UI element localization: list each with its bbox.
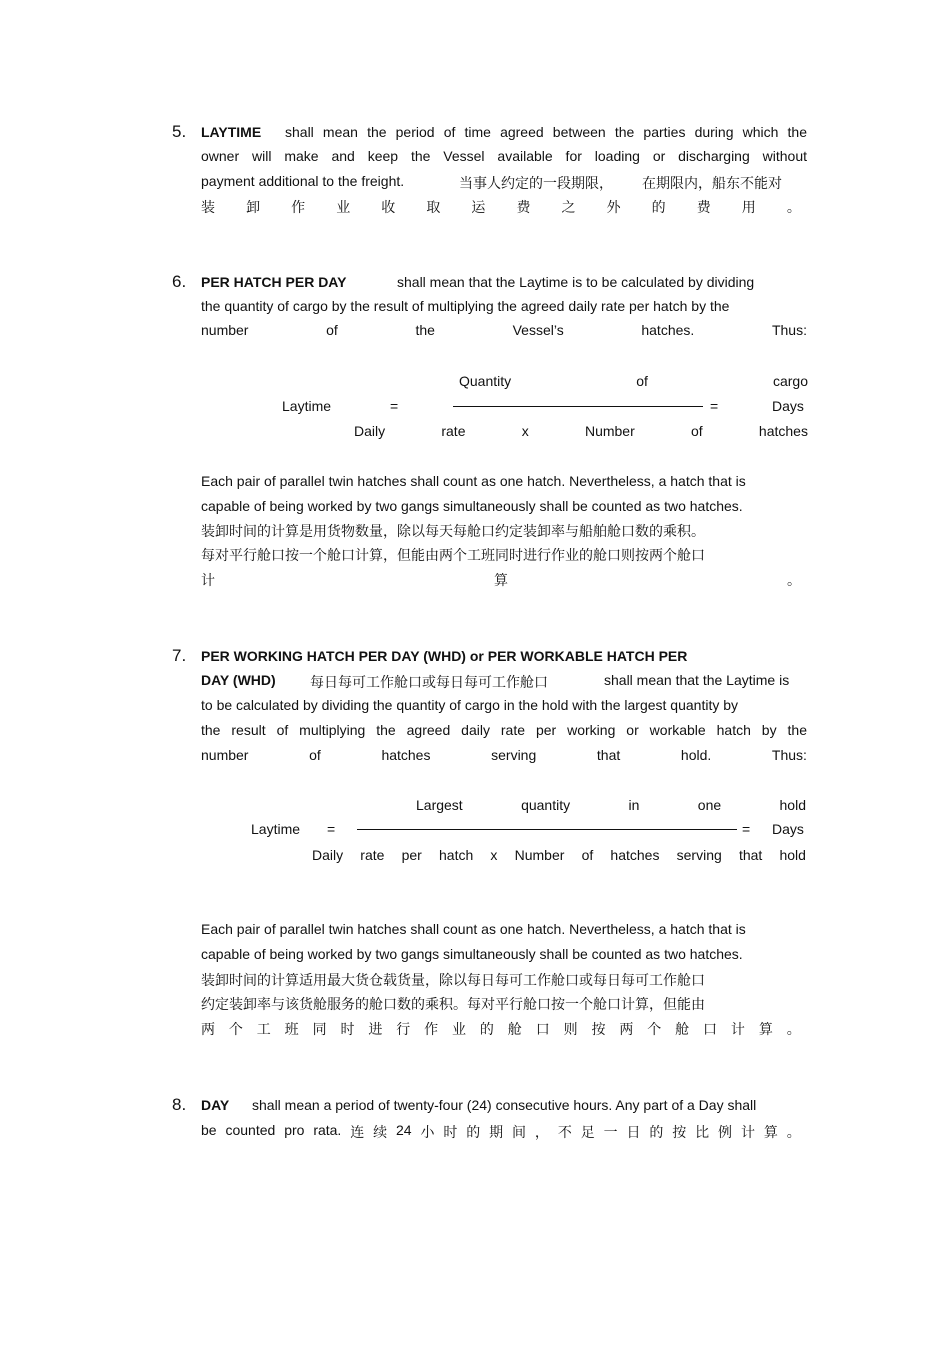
word: of bbox=[326, 322, 338, 338]
section-6-line-1-text: shall mean that the Laytime is to be calculated by dividing bbox=[397, 274, 755, 290]
word: hatches. bbox=[641, 322, 695, 338]
word: of bbox=[581, 847, 594, 863]
token: 的 bbox=[649, 1124, 664, 1140]
section-6-line-3 bbox=[201, 322, 807, 338]
token: 不 bbox=[557, 1124, 572, 1140]
section-8-term: DAY bbox=[201, 1097, 230, 1113]
token: 时 bbox=[443, 1124, 458, 1140]
zh-char: 按 bbox=[591, 1021, 606, 1037]
formula-6-equals-1: = bbox=[390, 398, 399, 414]
formula-7-equals-2: = bbox=[742, 821, 751, 837]
zh-char: 。 bbox=[787, 572, 801, 588]
zh-char: 进 bbox=[368, 1021, 383, 1037]
zh-char: 个 bbox=[228, 1021, 243, 1037]
section-6-number: 6. bbox=[172, 272, 187, 291]
word: hatches bbox=[381, 747, 431, 763]
formula-7-numerator bbox=[416, 797, 806, 813]
formula-7-fraction-line bbox=[357, 829, 737, 830]
section-8-line-1-text: shall mean a period of twenty-four (24) consecutive hours. Any part of a Day shall bbox=[252, 1097, 757, 1113]
zh-char: 舱 bbox=[507, 1021, 522, 1037]
word: the bbox=[415, 322, 435, 338]
zh-char: 收 bbox=[381, 199, 396, 215]
word: hold bbox=[779, 797, 806, 813]
zh-char: 装 bbox=[201, 199, 215, 215]
zh-char: 舱 bbox=[675, 1021, 690, 1037]
zh-char: 同 bbox=[312, 1021, 327, 1037]
word: in bbox=[628, 797, 640, 813]
section-7-line-2-text: shall mean that the Laytime is bbox=[604, 672, 790, 688]
section-7-title-zh: 每日每可工作舱口或每日每可工作舱口 bbox=[310, 674, 548, 690]
formula-7-lhs: Laytime bbox=[251, 821, 301, 837]
zh-char: 的 bbox=[479, 1021, 494, 1037]
word: Number bbox=[584, 423, 635, 439]
word: per bbox=[401, 847, 422, 863]
word: Thus: bbox=[771, 747, 807, 763]
zh-char: 个 bbox=[647, 1021, 662, 1037]
zh-char: 算 bbox=[494, 572, 508, 588]
zh-char: 两 bbox=[619, 1021, 634, 1037]
section-7-number: 7. bbox=[172, 646, 187, 665]
section-7-title-2: DAY (WHD) bbox=[201, 672, 276, 688]
token: 例 bbox=[718, 1124, 733, 1140]
word: rate bbox=[360, 847, 385, 863]
word: Largest bbox=[416, 797, 463, 813]
zh-char: 外 bbox=[606, 199, 621, 215]
section-8-line-2 bbox=[201, 1122, 801, 1142]
formula-6-result: Days bbox=[772, 398, 804, 414]
word: Thus: bbox=[771, 322, 807, 338]
token: counted bbox=[225, 1122, 276, 1138]
section-7-para-zh-1: 装卸时间的计算适用最大货仓载货量，除以每日每可工作舱口或每日每可工作舱口 bbox=[201, 972, 705, 988]
formula-6-denominator bbox=[354, 423, 808, 439]
word: Number bbox=[514, 847, 565, 863]
token: 一 bbox=[603, 1124, 618, 1140]
token: 小 bbox=[420, 1124, 435, 1140]
zh-char: 算 bbox=[758, 1021, 773, 1037]
word: serving bbox=[676, 847, 722, 863]
word: number bbox=[201, 747, 249, 763]
formula-6-equals-2: = bbox=[710, 398, 719, 414]
section-5-term: LAYTIME bbox=[201, 124, 262, 140]
section-7-para-en-1: Each pair of parallel twin hatches shall count as one hatch. Nevertheless, a hatch that is bbox=[201, 921, 746, 937]
section-6-line-2: the quantity of cargo by the result of multiplying the agreed daily rate per hatch by the bbox=[201, 298, 730, 314]
token: 足 bbox=[580, 1124, 595, 1140]
zh-char: 费 bbox=[516, 199, 531, 215]
zh-char: 班 bbox=[284, 1021, 299, 1037]
word: number bbox=[201, 322, 249, 338]
word: that bbox=[596, 747, 621, 763]
section-6-para-zh-3 bbox=[201, 570, 801, 590]
zh-char: 则 bbox=[563, 1021, 578, 1037]
zh-char: 运 bbox=[471, 199, 486, 215]
formula-7-result: Days bbox=[772, 821, 804, 837]
token: 算 bbox=[763, 1124, 778, 1140]
word: x bbox=[490, 847, 498, 863]
formula-6-fraction-line bbox=[453, 406, 703, 407]
word: of bbox=[309, 747, 321, 763]
section-5-number: 5. bbox=[172, 122, 187, 141]
token: 连 bbox=[350, 1124, 365, 1140]
section-7-para-en-2: capable of being worked by two gangs simultaneously shall be counted as two hatches. bbox=[201, 946, 743, 962]
zh-char: 卸 bbox=[246, 199, 261, 215]
zh-char: 两 bbox=[201, 1021, 215, 1037]
formula-6-lhs: Laytime bbox=[282, 398, 332, 414]
token: 的 bbox=[466, 1124, 481, 1140]
word: hatches bbox=[610, 847, 660, 863]
section-5-line-3-zh-a: 当事人约定的一段期限， bbox=[459, 175, 613, 191]
word: Vessel’s bbox=[512, 322, 564, 338]
zh-char: 口 bbox=[703, 1021, 718, 1037]
token: pro bbox=[284, 1122, 305, 1138]
section-7-line-4: the result of multiplying the agreed daily rate per working or workable hatch by the bbox=[201, 722, 807, 738]
word: of bbox=[636, 373, 648, 389]
token: 按 bbox=[672, 1124, 687, 1140]
section-7-title-1: PER WORKING HATCH PER DAY (WHD) or PER WORKABLE HATCH PER bbox=[201, 648, 688, 664]
token: rata. bbox=[313, 1122, 342, 1138]
word: Daily bbox=[354, 423, 386, 439]
formula-6-numerator bbox=[459, 373, 808, 389]
token: 日 bbox=[626, 1124, 641, 1140]
word: serving bbox=[491, 747, 537, 763]
zh-char: 行 bbox=[396, 1021, 411, 1037]
zh-char: 业 bbox=[452, 1021, 467, 1037]
token: 。 bbox=[786, 1124, 801, 1140]
section-5-line-3-en: payment additional to the freight. bbox=[201, 173, 405, 189]
section-7-para-zh-3 bbox=[201, 1019, 801, 1039]
word: x bbox=[521, 423, 529, 439]
zh-char: 计 bbox=[201, 572, 215, 588]
section-8-number: 8. bbox=[172, 1095, 187, 1114]
section-6-line-1 bbox=[201, 274, 807, 290]
section-7-line-5 bbox=[201, 747, 807, 763]
word: hatch bbox=[439, 847, 474, 863]
zh-char: 取 bbox=[426, 199, 441, 215]
zh-char: 工 bbox=[256, 1021, 271, 1037]
section-5-line-1 bbox=[201, 124, 807, 140]
section-7-line-3: to be calculated by dividing the quantity of cargo in the hold with the largest quantity by bbox=[201, 697, 739, 713]
section-5-line-3-zh-b: 在期限内，船东不能对 bbox=[642, 175, 782, 191]
word: that bbox=[738, 847, 763, 863]
token: 期 bbox=[489, 1124, 504, 1140]
zh-char: 费 bbox=[696, 199, 711, 215]
token: 24 bbox=[396, 1122, 412, 1138]
word: Quantity bbox=[459, 373, 512, 389]
token: 续 bbox=[373, 1124, 388, 1140]
zh-char: 。 bbox=[786, 1021, 801, 1037]
word: rate bbox=[441, 423, 466, 439]
token: 间 bbox=[512, 1124, 527, 1140]
token: 比 bbox=[695, 1124, 710, 1140]
word: hatches bbox=[758, 423, 808, 439]
zh-char: 时 bbox=[340, 1021, 355, 1037]
token: ， bbox=[534, 1124, 549, 1140]
word: hold. bbox=[680, 747, 712, 763]
zh-char: 口 bbox=[535, 1021, 550, 1037]
zh-char: 之 bbox=[561, 199, 576, 215]
word: of bbox=[690, 423, 703, 439]
formula-7-equals-1: = bbox=[327, 821, 336, 837]
zh-char: 作 bbox=[424, 1021, 439, 1037]
zh-char: 作 bbox=[291, 199, 306, 215]
zh-char: 。 bbox=[786, 199, 801, 215]
token: be bbox=[201, 1122, 217, 1138]
zh-char: 计 bbox=[730, 1021, 745, 1037]
zh-char: 业 bbox=[336, 199, 351, 215]
section-7-para-zh-2: 约定装卸率与该货舱服务的舱口数的乘积。每对平行舱口按一个舱口计算，但能由 bbox=[201, 996, 705, 1012]
word: quantity bbox=[521, 797, 571, 813]
word: Daily bbox=[312, 847, 344, 863]
zh-char: 的 bbox=[651, 199, 666, 215]
section-6-para-zh-2: 每对平行舱口按一个舱口计算，但能由两个工班同时进行作业的舱口则按两个舱口 bbox=[201, 547, 705, 563]
section-6-para-en-2: capable of being worked by two gangs simultaneously shall be counted as two hatches. bbox=[201, 498, 743, 514]
word: cargo bbox=[772, 373, 808, 389]
formula-7-denominator bbox=[312, 847, 806, 863]
section-6-term: PER HATCH PER DAY bbox=[201, 274, 347, 290]
section-5-line-1-text: shall mean the period of time agreed between the parties during which the bbox=[285, 124, 807, 140]
section-5-line-2: owner will make and keep the Vessel available for loading or discharging without bbox=[201, 148, 807, 164]
section-7-line-2 bbox=[201, 672, 807, 688]
token: 计 bbox=[740, 1124, 755, 1140]
section-6-para-en-1: Each pair of parallel twin hatches shall count as one hatch. Nevertheless, a hatch that is bbox=[201, 473, 746, 489]
word: one bbox=[697, 797, 722, 813]
zh-char: 用 bbox=[741, 199, 756, 215]
section-5-line-4 bbox=[201, 197, 801, 217]
section-8-line-1 bbox=[201, 1097, 807, 1113]
section-6-para-zh-1: 装卸时间的计算是用货物数量，除以每天每舱口约定装卸率与船舶舱口数的乘积。 bbox=[201, 523, 705, 539]
section-5-line-3 bbox=[201, 173, 791, 189]
word: hold bbox=[779, 847, 806, 863]
